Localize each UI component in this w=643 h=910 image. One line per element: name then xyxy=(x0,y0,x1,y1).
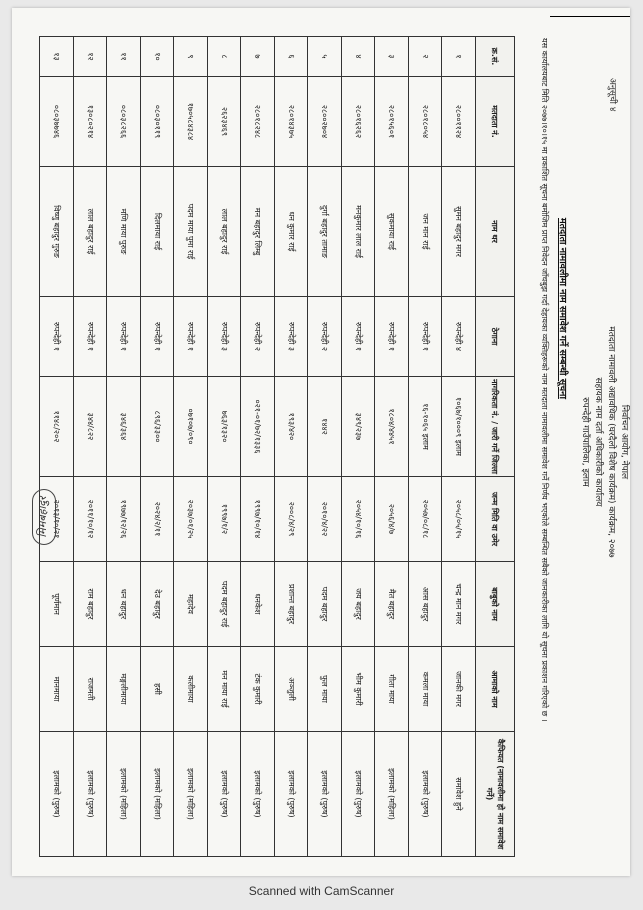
table-row xyxy=(275,37,309,857)
table-cell: रुपन्देही १ xyxy=(141,297,175,377)
table-cell: २००८/४/२९ xyxy=(275,477,309,562)
table-cell: प्रशान्त बहादुर xyxy=(275,562,309,647)
table-cell: धन कुमार राई xyxy=(275,167,309,297)
table-cell: भीम कुमारी xyxy=(342,647,376,732)
table-cell: १०६७/१०००९ इलाम xyxy=(442,377,476,477)
table-cell: धनकेश xyxy=(241,562,275,647)
table-row xyxy=(208,37,242,857)
header-cell: जन्म मिति वा उमेर xyxy=(476,477,515,562)
table-cell: इलामको (पुरुष) xyxy=(342,732,376,857)
table-row xyxy=(409,37,443,857)
table-row xyxy=(74,37,108,857)
table-cell: रुपन्देही १ xyxy=(107,297,141,377)
header-cell: ठेगाना xyxy=(476,297,515,377)
table-cell: महादेव xyxy=(174,562,208,647)
table-cell: लाल बहादुर राई xyxy=(208,167,242,297)
header-cell: मतदाता नं. xyxy=(476,77,515,167)
table-cell: जन मान राई xyxy=(409,167,443,297)
table-cell: राजमती xyxy=(74,647,108,732)
table-cell: १९३/४२० xyxy=(275,377,309,477)
table-cell: १६-१०६५ इलाम xyxy=(409,377,443,477)
document-header xyxy=(550,8,630,876)
table-cell: ०७१०७/०९० xyxy=(174,377,208,477)
table-cell: इलामको (पुरुष) xyxy=(40,732,74,857)
header-cell: नागरिकता नं. / जारी गर्ने जिल्ला xyxy=(476,377,515,477)
table-cell: इलामको (पुरुष) xyxy=(74,732,108,857)
table-cell: ३४६/३६४ xyxy=(107,377,141,477)
header-cell: क्र.सं. xyxy=(476,37,515,77)
table-cell: रुपन्देही १ xyxy=(409,297,443,377)
table-cell: सुमन बहादुर मगर xyxy=(442,167,476,297)
table-cell: इलामको (पुरुष) xyxy=(308,732,342,857)
table-cell: अञ्जुली xyxy=(275,647,309,732)
table-cell: लाल बहादुर राई xyxy=(74,167,108,297)
notice-intro: यस कार्यालयबाट मिति २०७७।१०।१५ मा प्रकाशित सूचना बमोजिम प्राप्त निवेदन जाँचबुझ गर्दा देहायका व्यक्तिहरूको नाम मतदाता नामावलीमा समावेश गर्ने निर्णय भएकोले सम्बन्धित सबैको जानकारीका लागि यो सूचना प्रकाशन गरिएको छ । xyxy=(540,38,549,722)
scanned-page xyxy=(12,8,630,876)
header-cell: कैफियत (नामावलीमा हो नाम समावेश गर्ने) xyxy=(476,732,515,857)
table-cell: चन्द्र मान मगर xyxy=(442,562,476,647)
table-cell: इलामको (महिला) xyxy=(174,732,208,857)
table-cell: पदम बहादुर xyxy=(308,562,342,647)
table-cell: ५ xyxy=(308,37,342,77)
table-row xyxy=(308,37,342,857)
table-cell: ०८०३७७४६ xyxy=(40,77,74,167)
table-cell: २०५७/०८/१८ xyxy=(409,477,443,562)
header-cell: नाम थर xyxy=(476,167,515,297)
table-cell: इलामको (महिला) xyxy=(375,732,409,857)
table-cell: २०१०/४/२२ xyxy=(308,477,342,562)
table-cell: कमला माया xyxy=(409,647,443,732)
table-row xyxy=(241,37,275,857)
header-line-4: रुपन्देही गाउँपालिका, इलाम xyxy=(580,397,590,487)
table-cell: १९७७/१२/२६ xyxy=(107,477,141,562)
table-cell: ३ xyxy=(375,37,409,77)
notice-title: मतदाता नामावलीमा नाम समावेश गर्ने सम्बन्धी सूचना xyxy=(557,218,568,399)
table-cell: १३०८०२१४ xyxy=(74,77,108,167)
table-cell: इलामको (महिला) xyxy=(141,732,175,857)
rotated-document xyxy=(12,8,630,876)
table-cell: २०२४/२/११ xyxy=(141,477,175,562)
table-cell: सुकमाया राई xyxy=(375,167,409,297)
table-cell: २०३७/०१/२५ xyxy=(174,477,208,562)
table-cell: गीता माया xyxy=(375,647,409,732)
table-cell: १२ xyxy=(74,37,108,77)
header-cell: बाबुको नाम xyxy=(476,562,515,647)
table-cell: २८०१४३७५ xyxy=(275,77,309,167)
table-cell: पूर्णमान xyxy=(40,562,74,647)
table-cell: १९९७/१/२ xyxy=(208,477,242,562)
table-cell: १८०४/४४५१ xyxy=(375,377,409,477)
table-cell: दुर्गा बहादुर तामाङ xyxy=(308,167,342,297)
table-cell: ०२१-०१/७२/१३३६ xyxy=(241,377,275,477)
table-cell: इलामको (महिला) xyxy=(107,732,141,857)
table-cell: २८०१५६०१ xyxy=(375,77,409,167)
table-cell: ८ xyxy=(208,37,242,77)
table-cell: ९ xyxy=(174,37,208,77)
table-cell: दिलमाया राई xyxy=(141,167,175,297)
edge-mark xyxy=(550,16,630,17)
table-body xyxy=(40,37,476,857)
table-cell: १ xyxy=(442,37,476,77)
table-row xyxy=(442,37,476,857)
table-cell: धन बहादुर xyxy=(107,562,141,647)
table-cell: हसी xyxy=(141,647,175,732)
table-row xyxy=(141,37,175,857)
table-cell: रुपन्देही १ xyxy=(40,297,74,377)
table-cell: १७०५८४३८४ xyxy=(174,77,208,167)
table-cell: रुपन्देही १ xyxy=(74,297,108,377)
table-cell: देउ बहादुर xyxy=(141,562,175,647)
table-cell: रुपन्देही १ xyxy=(375,297,409,377)
table-cell: रुपन्देही २ xyxy=(241,297,275,377)
table-cell: रुपन्देही १ xyxy=(342,297,376,377)
table-cell: २८००२७०४ xyxy=(308,77,342,167)
table-cell: मन माया राई xyxy=(208,647,242,732)
table-cell: २०५४/१०/१६ xyxy=(342,477,376,562)
table-cell: ७६३/१३२० xyxy=(208,377,242,477)
table-cell: विष्णु बहादुर गुरुङ xyxy=(40,167,74,297)
table-cell: मन बहादुर लिम्बु xyxy=(241,167,275,297)
table-cell: मङ्गलीमाया xyxy=(107,647,141,732)
table-cell: रुपन्देही ३ xyxy=(208,297,242,377)
table-cell: २८०१८२४८ xyxy=(241,77,275,167)
table-cell: ०८०३८२६६ xyxy=(107,77,141,167)
table-row xyxy=(174,37,208,857)
table-cell: टंक कुमारी xyxy=(241,647,275,732)
table-cell: २८०१६२६२ xyxy=(342,77,376,167)
voter-table xyxy=(40,36,516,857)
table-cell: ११४८/२०२ xyxy=(40,377,74,477)
table-row xyxy=(342,37,376,857)
table-cell: १९९७/१०/१४ xyxy=(241,477,275,562)
table-cell: इलामको (पुरुष) xyxy=(208,732,242,857)
table-cell: २०५८/०५/१५ xyxy=(442,477,476,562)
table-cell: ३४९/२३७ xyxy=(342,377,376,477)
table-cell: २८००११२४ xyxy=(442,77,476,167)
table-cell: इलामको (पुरुष) xyxy=(409,732,443,857)
table-cell: ७ xyxy=(241,37,275,77)
table-cell: मणि माया पुरुङ xyxy=(107,167,141,297)
annex-number: अनुसूची ४ xyxy=(607,78,617,112)
table-header-row xyxy=(476,37,515,857)
table-cell: २०१३/१०/२१ xyxy=(40,477,74,562)
scanner-watermark: Scanned with CamScanner xyxy=(248,884,395,898)
header-line-2: मतदाता नामावली अद्यावधिक (घरदैलो विशेष कार्यक्रम) कार्यक्रम, २०७७ xyxy=(606,326,616,558)
header-cell: आमाको नाम xyxy=(476,647,515,732)
table-row xyxy=(40,37,74,857)
table-cell: रुपन्देही १ xyxy=(174,297,208,377)
table-cell: रुपन्देही ४ xyxy=(442,297,476,377)
table-cell: रुपन्देही २ xyxy=(308,297,342,377)
table-row xyxy=(375,37,409,857)
table-cell: पदम माया पुमा राई xyxy=(174,167,208,297)
table-cell: मानमाया xyxy=(40,647,74,732)
header-line-3: सहायक नाम दर्ता अधिकारीको कार्यालय xyxy=(593,377,603,507)
table-cell: १३ xyxy=(40,37,74,77)
table-cell: २०५६/४/७ xyxy=(375,477,409,562)
table-row xyxy=(107,37,141,857)
table-cell: मनकुमार लाल राई xyxy=(342,167,376,297)
header-line-1: निर्वाचन आयोग, नेपाल xyxy=(619,404,629,480)
table-cell: पदम बहादुर राई xyxy=(208,562,242,647)
table-cell: ३४४/८२२ xyxy=(74,377,108,477)
table-cell: ८९६/३३०० xyxy=(141,377,175,477)
table-cell: राम बहादुर xyxy=(74,562,108,647)
table-cell: रुपन्देही ३ xyxy=(275,297,309,377)
table-cell: २८०१८०५४ xyxy=(409,77,443,167)
table-cell: ६ xyxy=(275,37,309,77)
handwritten-signature: मिमबहादुर xyxy=(32,489,56,545)
table-cell: आस बहादुर xyxy=(409,562,443,647)
table-cell: मैत बहादुर xyxy=(375,562,409,647)
table-cell: २६२३४६९ xyxy=(208,77,242,167)
table-cell: २ xyxy=(409,37,443,77)
table-cell: इलामको (पुरुष) xyxy=(275,732,309,857)
table-cell: समावेश हुने xyxy=(442,732,476,857)
table-cell: ४ xyxy=(342,37,376,77)
table-cell: कलीमाया xyxy=(174,647,208,732)
table-cell: फुल माया xyxy=(308,647,342,732)
table-cell: १० xyxy=(141,37,175,77)
table-cell: २०११/१०/१२ xyxy=(74,477,108,562)
table-cell: इलामको (पुरुष) xyxy=(241,732,275,857)
table-cell: ०८०३०११९ xyxy=(141,77,175,167)
table-cell: जानकी मगर xyxy=(442,647,476,732)
table-cell: १४४२ xyxy=(308,377,342,477)
table-cell: ११ xyxy=(107,37,141,77)
table-cell: जय बहादुर xyxy=(342,562,376,647)
